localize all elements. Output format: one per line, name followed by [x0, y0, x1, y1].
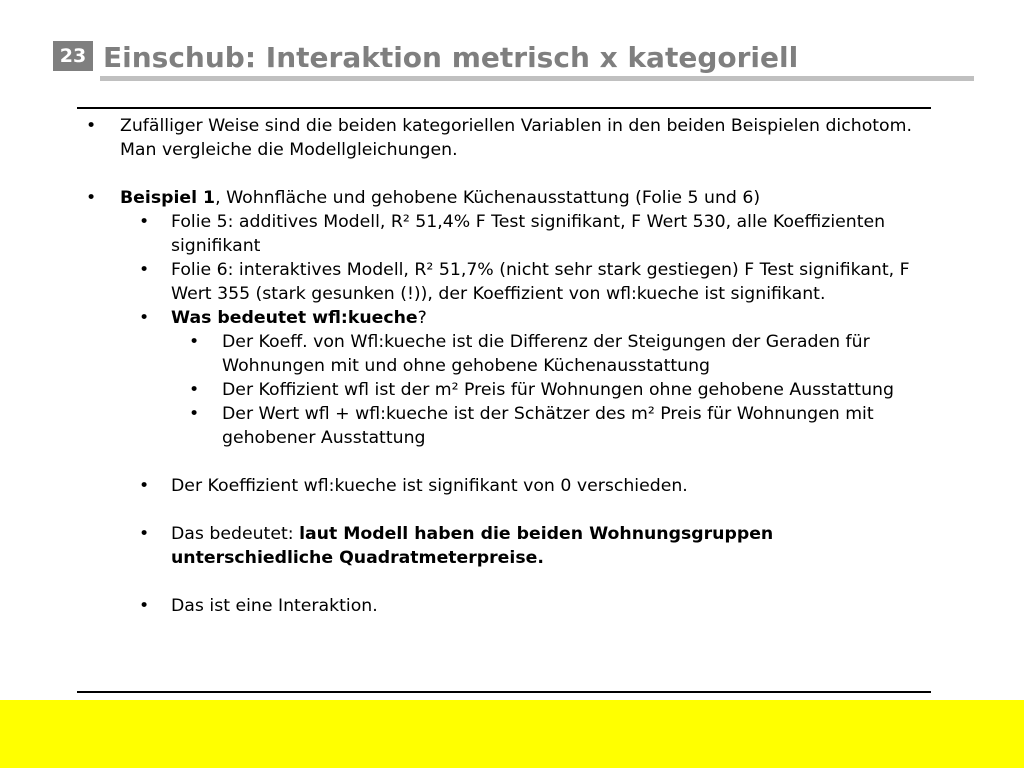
bullet-significant: • Der Koeffizient wfl:kueche ist signifikant von 0 verschieden.: [77, 474, 931, 498]
question-text: Was bedeutet wfl:kueche: [171, 308, 418, 328]
spacer: [77, 162, 931, 186]
top-divider: [77, 107, 931, 109]
slide-title: Einschub: Interaktion metrisch x kategoriell: [103, 41, 799, 74]
spacer: [77, 570, 931, 594]
bullet-folie-5: • Folie 5: additives Modell, R² 51,4% F Test signifikant, F Wert 530, alle Koeffizienten signifikant: [77, 210, 931, 258]
bullet-sub-1: • Der Koeff. von Wfl:kueche ist die Differenz der Steigungen der Geraden für Wohnungen mit und ohne gehobene Küchenausstattung: [77, 330, 931, 378]
bullet-question: [77, 306, 931, 330]
bullet-sub-2: • Der Koffizient wfl ist der m² Preis für Wohnungen ohne gehobene Ausstattung: [77, 378, 931, 402]
bullet-interaction: • Das ist eine Interaktion.: [77, 594, 931, 618]
slide-content: [77, 114, 931, 618]
spacer: [77, 450, 931, 474]
spacer: [77, 498, 931, 522]
meaning-prefix: Das bedeutet:: [171, 524, 300, 544]
question-mark: ?: [417, 308, 427, 328]
title-underline: [100, 76, 974, 81]
bullet-meaning: [77, 522, 931, 570]
slide-number-badge: 23: [53, 41, 93, 71]
example-description: , Wohnfläche und gehobene Küchenausstattung (Folie 5 und 6): [215, 188, 761, 208]
bullet-folie-6: • Folie 6: interaktives Modell, R² 51,7% (nicht sehr stark gestiegen) F Test signifikant, F Wert 355 (stark gesunken (!)), der Koeffizient von wfl:kueche ist signifikant.: [77, 258, 931, 306]
bottom-divider: [77, 691, 931, 693]
bullet-sub-3: • Der Wert wfl + wfl:kueche ist der Schätzer des m² Preis für Wohnungen mit gehobener Ausstattung: [77, 402, 931, 450]
footer-bar: [0, 700, 1024, 768]
bullet-intro: • Zufälliger Weise sind die beiden kategoriellen Variablen in den beiden Beispielen dichotom. Man vergleiche die Modellgleichungen.: [77, 114, 931, 162]
example-label: Beispiel 1: [120, 188, 216, 208]
meaning-bold: laut Modell haben die beiden Wohnungsgruppen unterschiedliche Quadratmeterpreise.: [171, 524, 774, 568]
bullet-example-1: [77, 186, 931, 210]
